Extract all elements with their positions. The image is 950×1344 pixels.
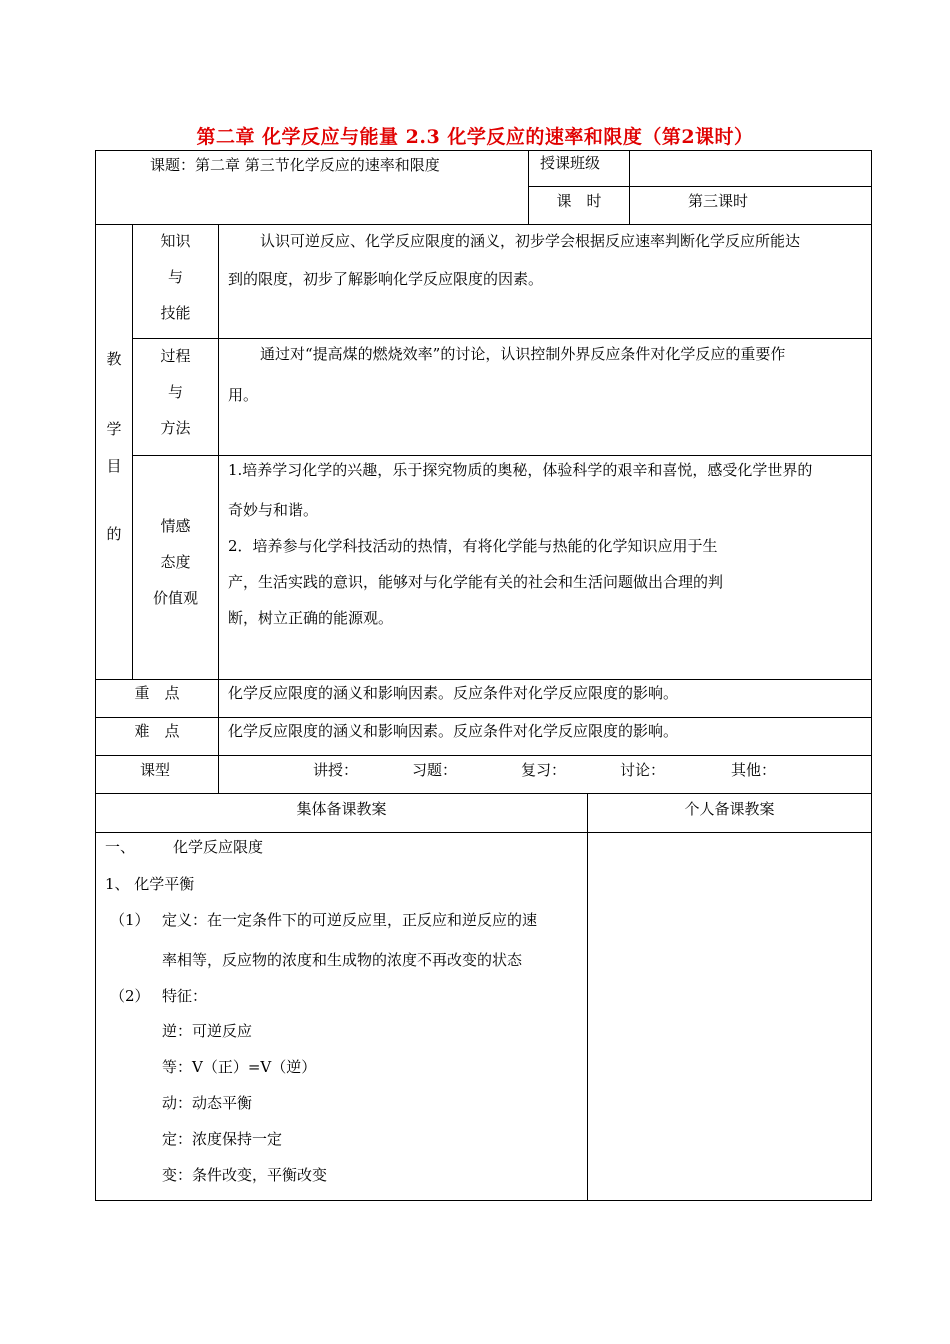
process-text-line-1: 通过对“提高煤的燃烧效率”的讨论，认识控制外界反应条件对化学反应的重要作 bbox=[260, 345, 786, 363]
header-col-divider-2 bbox=[629, 150, 630, 225]
period-value: 第三课时 bbox=[688, 192, 749, 210]
difficulty-text: 化学反应限度的涵义和影响因素。反应条件对化学反应限度的影响。 bbox=[228, 722, 679, 740]
lesson-type-lecture: 讲授： bbox=[313, 761, 359, 779]
emotion-label-line-2: 态度 bbox=[160, 553, 191, 571]
lesson-type-label: 课型 bbox=[140, 761, 171, 779]
process-label-line-1: 过程 bbox=[160, 347, 191, 365]
plan-col-divider bbox=[587, 793, 588, 1201]
objectives-bottom-line bbox=[95, 679, 872, 680]
emotion-text-line-1: 1.培养学习化学的兴趣，乐于探究物质的奥秘，体验科学的艰辛和喜悦，感受化学世界的 bbox=[228, 461, 813, 479]
emotion-label-line-1: 情感 bbox=[160, 517, 191, 535]
objective-col-divider-2 bbox=[218, 224, 219, 794]
knowledge-label-line-1: 知识 bbox=[160, 232, 191, 250]
lesson-type-other: 其他： bbox=[731, 761, 777, 779]
key-point-bottom-line bbox=[95, 717, 872, 718]
lesson-type-review: 复习： bbox=[521, 761, 567, 779]
header-col-divider-1 bbox=[528, 150, 529, 225]
period-label: 课 时 bbox=[556, 192, 602, 210]
item-2-number: （2） bbox=[110, 987, 150, 1005]
page-title: 第二章 化学反应与能量 2.3 化学反应的速率和限度（第2课时） bbox=[196, 126, 754, 148]
key-point-label: 重 点 bbox=[134, 684, 180, 702]
emotion-text-line-5: 断，树立正确的能源观。 bbox=[228, 609, 394, 627]
item-1-text-line-1: 定义：在一定条件下的可逆反应里，正反应和逆反应的速 bbox=[162, 911, 538, 929]
plan-border-right bbox=[871, 793, 872, 1201]
lesson-type-discussion: 讨论： bbox=[620, 761, 666, 779]
header-divider bbox=[528, 186, 872, 187]
item-1-number: （1） bbox=[110, 911, 150, 929]
objective-divider-2 bbox=[132, 455, 872, 456]
process-label-line-3: 方法 bbox=[160, 419, 191, 437]
item-1-text-line-2: 率相等，反应物的浓度和生成物的浓度不再改变的状态 bbox=[162, 951, 523, 969]
class-label: 授课班级 bbox=[540, 154, 601, 172]
objective-divider-1 bbox=[132, 338, 872, 339]
objectives-label-char-3: 目 bbox=[106, 457, 122, 475]
objective-col-divider-1 bbox=[132, 224, 133, 680]
emotion-text-line-4: 产，生活实践的意识，能够对与化学能有关的社会和生活问题做出合理的判 bbox=[228, 573, 724, 591]
key-point-text: 化学反应限度的涵义和影响因素。反应条件对化学反应限度的影响。 bbox=[228, 684, 679, 702]
emotion-text-line-2: 奇妙与和谐。 bbox=[228, 501, 319, 519]
lesson-type-bottom-line bbox=[95, 793, 872, 794]
knowledge-label-line-3: 技能 bbox=[160, 304, 191, 322]
topic-label: 课题：第二章 第三节化学反应的速率和限度 bbox=[150, 156, 440, 174]
section-1-number: 一、 bbox=[105, 838, 136, 856]
knowledge-label-line-2: 与 bbox=[167, 268, 183, 286]
personal-plan-header: 个人备课教案 bbox=[684, 800, 775, 818]
feature-item: 定：浓度保持一定 bbox=[162, 1130, 283, 1148]
objectives-label-char-1: 教 bbox=[106, 350, 122, 368]
header-bottom-line bbox=[95, 224, 872, 225]
table-border-right bbox=[871, 150, 872, 794]
difficulty-bottom-line bbox=[95, 755, 872, 756]
item-2-text: 特征： bbox=[162, 987, 208, 1005]
collective-plan-header: 集体备课教案 bbox=[296, 800, 387, 818]
emotion-text-line-3: 2．培养参与化学科技活动的热情，有将化学能与热能的化学知识应用于生 bbox=[228, 537, 718, 555]
feature-item: 变：条件改变，平衡改变 bbox=[162, 1166, 328, 1184]
objectives-label-char-4: 的 bbox=[106, 525, 122, 543]
feature-item: 逆：可逆反应 bbox=[162, 1022, 253, 1040]
lesson-type-exercise: 习题： bbox=[412, 761, 458, 779]
objectives-label-char-2: 学 bbox=[106, 420, 122, 438]
subsection-1: 1、 化学平衡 bbox=[105, 875, 195, 893]
knowledge-text-line-1: 认识可逆反应、化学反应限度的涵义，初步学会根据反应速率判断化学反应所能达 bbox=[260, 232, 801, 250]
plan-header-bottom-line bbox=[95, 832, 872, 833]
plan-table-bottom-line bbox=[95, 1200, 872, 1201]
knowledge-text-line-2: 到的限度，初步了解影响化学反应限度的因素。 bbox=[228, 270, 544, 288]
process-label-line-2: 与 bbox=[167, 383, 183, 401]
difficulty-label: 难 点 bbox=[134, 722, 180, 740]
section-1-title: 化学反应限度 bbox=[173, 838, 264, 856]
table-border-top bbox=[95, 150, 872, 151]
emotion-label-line-3: 价值观 bbox=[152, 589, 198, 607]
feature-item: 等：V（正）=V（逆） bbox=[162, 1058, 317, 1076]
feature-item: 动：动态平衡 bbox=[162, 1094, 253, 1112]
process-text-line-2: 用。 bbox=[228, 386, 259, 404]
plan-border-left bbox=[95, 793, 96, 1201]
